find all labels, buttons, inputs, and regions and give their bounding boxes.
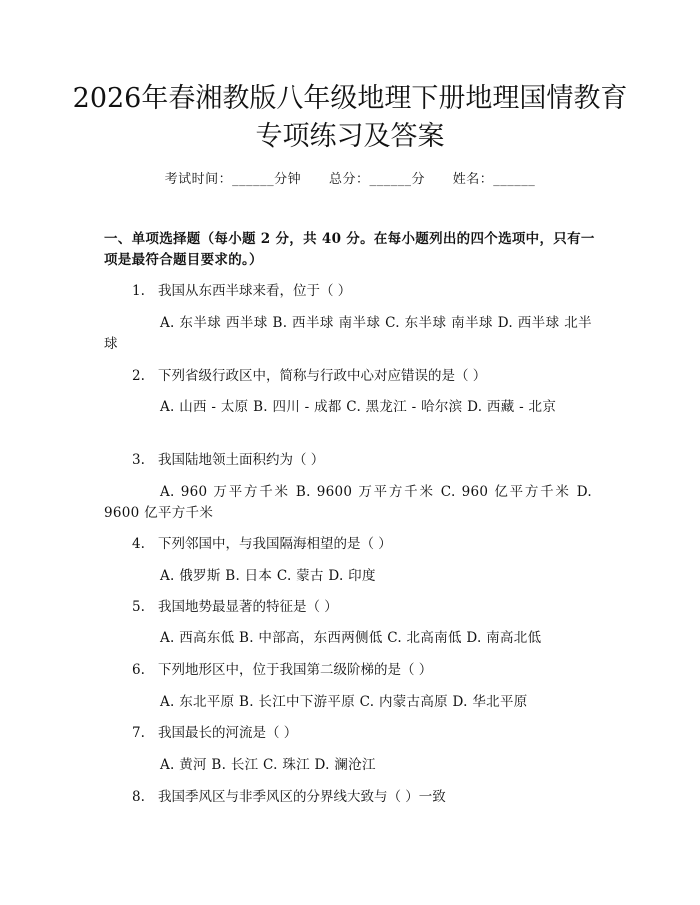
question-3	[132, 450, 324, 470]
question-4	[132, 534, 392, 554]
question-1-options: A. 东半球 西半球 B. 西半球 南半球 C. 东半球 南半球 D. 西半球 北半球	[104, 315, 592, 352]
question-5-options: A. 西高东低 B. 中部高，东西两侧低 C. 北高南低 D. 南高北低	[160, 630, 542, 646]
question-4-options: A. 俄罗斯 B. 日本 C. 蒙古 D. 印度	[160, 568, 376, 584]
question-1	[132, 281, 351, 301]
question-number: 2.	[132, 368, 145, 384]
exam-info	[0, 168, 700, 187]
question-number: 4.	[132, 536, 145, 552]
question-number: 5.	[132, 599, 145, 615]
question-6-options: A. 东北平原 B. 长江中下游平原 C. 内蒙古高原 D. 华北平原	[160, 694, 528, 710]
question-stem: 我国从东西半球来看，位于（ ）	[158, 283, 352, 299]
question-5	[132, 597, 338, 617]
question-2	[132, 366, 486, 386]
question-7-options: A. 黄河 B. 长江 C. 珠江 D. 澜沧江	[160, 757, 376, 773]
question-3-options: A. 960 万平方千米 B. 9600 万平方千米 C. 960 亿平方千米 D. 9600 亿平方千米	[104, 484, 592, 521]
question-number: 8.	[132, 789, 145, 805]
exam-time: 考试时间：______分钟	[164, 172, 302, 187]
question-6	[132, 660, 432, 680]
question-stem: 我国陆地领土面积约为（ ）	[158, 452, 325, 468]
question-8	[132, 787, 446, 807]
question-stem: 下列邻国中，与我国隔海相望的是（ ）	[158, 536, 392, 552]
exam-name: 姓名：______	[452, 172, 536, 187]
question-stem: 我国地势最显著的特征是（ ）	[158, 599, 338, 615]
question-2-options: A. 山西 - 太原 B. 四川 - 成都 C. 黑龙江 - 哈尔滨 D. 西藏 - 北京	[160, 399, 557, 415]
question-number: 6.	[132, 662, 145, 678]
question-7	[132, 723, 297, 743]
question-number: 1.	[132, 283, 145, 299]
question-stem: 我国最长的河流是（ ）	[158, 725, 298, 741]
question-stem: 下列省级行政区中，简称与行政中心对应错误的是（ ）	[158, 368, 487, 384]
question-number: 3.	[132, 452, 145, 468]
question-stem: 我国季风区与非季风区的分界线大致与（ ）一致	[158, 789, 446, 805]
exam-score: 总分：______分	[328, 172, 425, 187]
question-number: 7.	[132, 725, 145, 741]
question-stem: 下列地形区中，位于我国第二级阶梯的是（ ）	[158, 662, 433, 678]
document-title: 2026年春湘教版八年级地理下册地理国情教育专项练习及答案	[72, 83, 628, 152]
section-heading: 一、单项选择题（每小题 2 分，共 40 分。在每小题列出的四个选项中，只有一项是最符合题目要求的。）	[104, 231, 595, 268]
